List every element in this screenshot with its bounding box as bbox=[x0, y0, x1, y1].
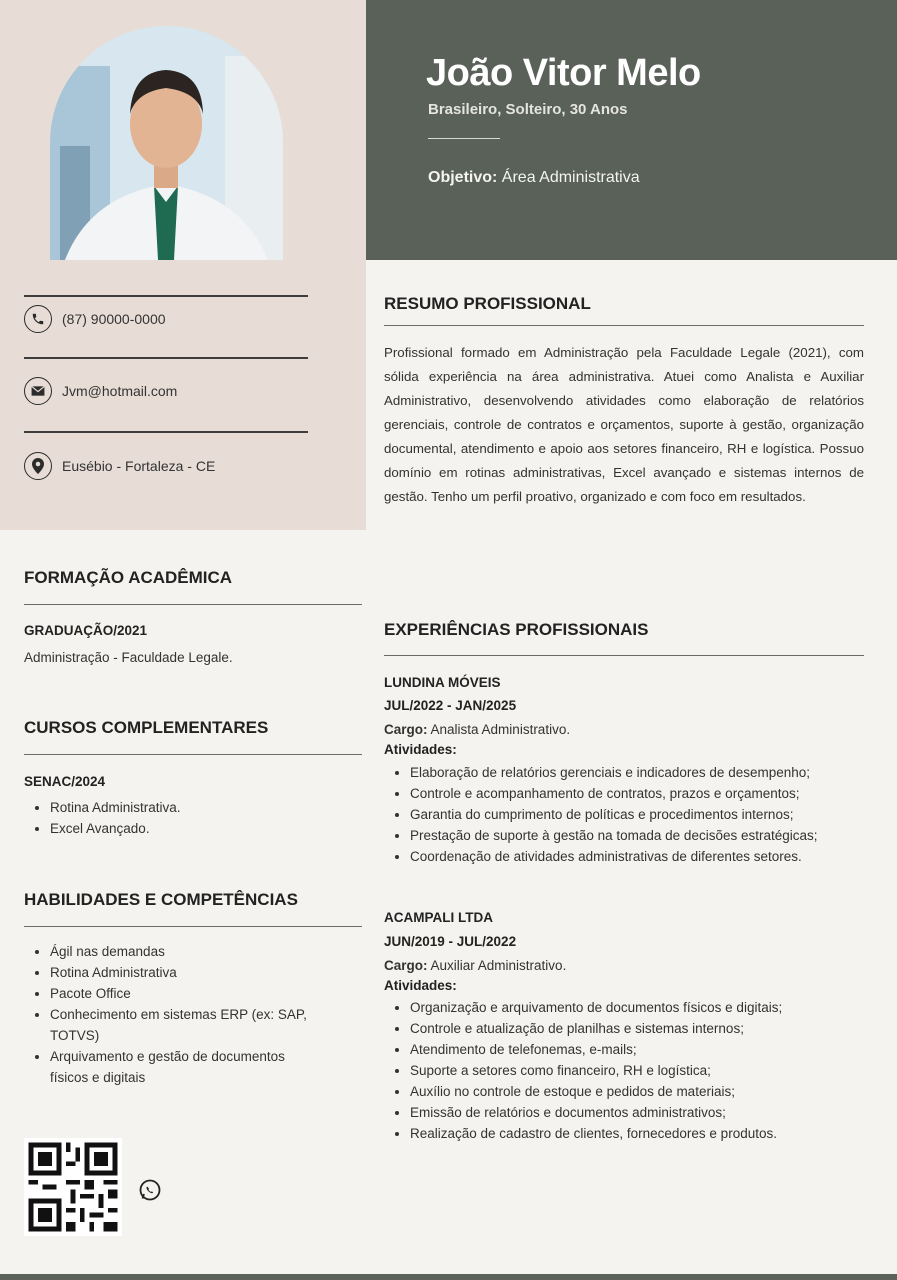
skills-title: HABILIDADES E COMPETÊNCIAS bbox=[24, 890, 298, 909]
candidate-name: João Vitor Melo bbox=[426, 52, 701, 94]
mail-icon bbox=[24, 377, 52, 405]
experience-rule bbox=[384, 655, 864, 656]
whatsapp-icon[interactable] bbox=[138, 1178, 162, 1207]
job-period: JUN/2019 - JUL/2022 bbox=[384, 934, 517, 949]
contact-divider bbox=[24, 357, 308, 359]
list-item: • Atendimento de telefonemas, e-mails; bbox=[410, 1039, 897, 1060]
list-item: • Rotina Administrativa bbox=[50, 962, 312, 983]
list-item: • Realização de cadastro de clientes, fornecedores e produtos. bbox=[410, 1123, 897, 1144]
list-item: • Ágil nas demandas bbox=[50, 941, 312, 962]
courses-title: CURSOS COMPLEMENTARES bbox=[24, 718, 269, 737]
job-activities-list bbox=[384, 762, 897, 867]
header-divider bbox=[428, 138, 500, 139]
job-role bbox=[384, 958, 566, 973]
contact-divider bbox=[24, 431, 308, 433]
courses-list bbox=[24, 797, 370, 839]
job-activities-label: Atividades: bbox=[384, 978, 457, 993]
list-item: • Prestação de suporte à gestão na tomada de decisões estratégicas; bbox=[410, 825, 897, 846]
job-role bbox=[384, 722, 570, 737]
location-text: Eusébio - Fortaleza - CE bbox=[62, 458, 216, 474]
skills-rule bbox=[24, 926, 362, 927]
courses-provider: SENAC/2024 bbox=[24, 774, 106, 789]
list-item: • Controle e atualização de planilhas e sistemas internos; bbox=[410, 1018, 897, 1039]
list-item: • Auxílio no controle de estoque e pedidos de materiais; bbox=[410, 1081, 897, 1102]
profile-photo bbox=[50, 26, 283, 260]
job-role-value: Analista Administrativo. bbox=[430, 722, 571, 737]
degree-label: GRADUAÇÃO/2021 bbox=[24, 623, 148, 638]
contact-divider bbox=[24, 295, 308, 297]
education-title: FORMAÇÃO ACADÊMICA bbox=[24, 568, 233, 587]
list-item: • Suporte a setores como financeiro, RH e logística; bbox=[410, 1060, 897, 1081]
skills-list bbox=[24, 941, 312, 1088]
contact-location bbox=[24, 452, 215, 480]
degree-text: Administração - Faculdade Legale. bbox=[24, 650, 233, 665]
courses-rule bbox=[24, 754, 362, 755]
location-pin-icon bbox=[24, 452, 52, 480]
job-activities-list bbox=[384, 997, 897, 1144]
list-item: • Excel Avançado. bbox=[50, 818, 370, 839]
list-item: • Emissão de relatórios e documentos administrativos; bbox=[410, 1102, 897, 1123]
objective-label: Objetivo: bbox=[428, 169, 498, 186]
qr-code-icon[interactable] bbox=[24, 1138, 122, 1236]
header-banner bbox=[366, 0, 897, 260]
objective-value: Área Administrativa bbox=[501, 169, 640, 186]
job-role-value: Auxiliar Administrativo. bbox=[430, 958, 567, 973]
list-item: • Pacote Office bbox=[50, 983, 312, 1004]
list-item: • Controle e acompanhamento de contratos, prazos e orçamentos; bbox=[410, 783, 897, 804]
job-role-label: Cargo: bbox=[384, 722, 428, 737]
objective bbox=[428, 169, 640, 187]
list-item: • Organização e arquivamento de documentos físicos e digitais; bbox=[410, 997, 897, 1018]
job-role-label: Cargo: bbox=[384, 958, 428, 973]
phone-icon bbox=[24, 305, 52, 333]
list-item: • Garantia do cumprimento de políticas e procedimentos internos; bbox=[410, 804, 897, 825]
education-rule bbox=[24, 604, 362, 605]
experience-title: EXPERIÊNCIAS PROFISSIONAIS bbox=[384, 620, 649, 639]
job-period: JUL/2022 - JAN/2025 bbox=[384, 698, 517, 713]
list-item: • Coordenação de atividades administrativas de diferentes setores. bbox=[410, 846, 897, 867]
summary-rule bbox=[384, 325, 864, 326]
contact-phone bbox=[24, 305, 166, 333]
list-item: • Conhecimento em sistemas ERP (ex: SAP, TOTVS) bbox=[50, 1004, 312, 1046]
email-address: Jvm@hotmail.com bbox=[62, 383, 178, 399]
list-item: • Arquivamento e gestão de documentos físicos e digitais bbox=[50, 1046, 312, 1088]
summary-text: Profissional formado em Administração pela Faculdade Legale (2021), com sólida experiência na área administrativa. Atuei como Analista e Auxiliar Administrativo, desenvolvendo atividades como elaboração de relatórios gerenciais, controle de contratos e orçamentos, suporte à gestão, organização documental, atendimento e apoio aos setores financeiro, RH e logística. Possuo domínio em rotinas administrativas, Excel avançado e sistemas internos de gestão. Tenho um perfil proativo, organizado e com foco em resultados. bbox=[384, 345, 864, 504]
footer-bar bbox=[0, 1274, 897, 1280]
job-company: LUNDINA MÓVEIS bbox=[384, 675, 501, 690]
job-company: ACAMPALI LTDA bbox=[384, 910, 493, 925]
contact-email bbox=[24, 377, 177, 405]
job-activities-label: Atividades: bbox=[384, 742, 457, 757]
personal-info: Brasileiro, Solteiro, 30 Anos bbox=[428, 101, 628, 118]
list-item: • Elaboração de relatórios gerenciais e indicadores de desempenho; bbox=[410, 762, 897, 783]
list-item: • Rotina Administrativa. bbox=[50, 797, 370, 818]
phone-number: (87) 90000-0000 bbox=[62, 311, 166, 327]
summary-title: RESUMO PROFISSIONAL bbox=[384, 294, 591, 313]
